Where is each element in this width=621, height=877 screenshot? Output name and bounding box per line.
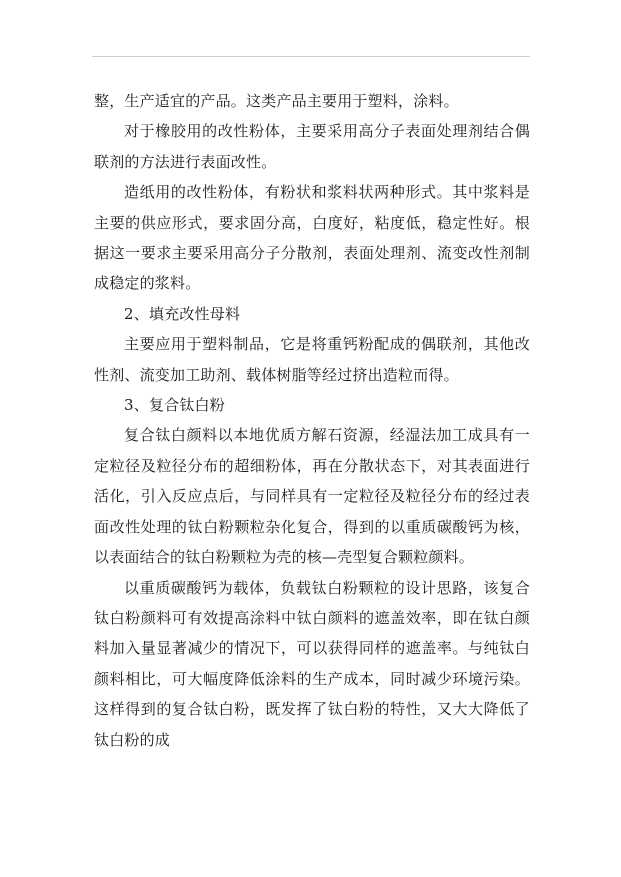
- section-heading-composite-titanium: 3、复合钛白粉: [124, 396, 225, 415]
- section-heading-filler-masterbatch: 2、填充改性母料: [124, 304, 241, 323]
- paragraph-continuation: 整，生产适宜的产品。这类产品主要用于塑料，涂料。: [94, 92, 459, 110]
- document-body: [94, 86, 530, 755]
- paragraph-composite-pigment: 复合钛白颜料以本地优质方解石资源，经湿法加工成具有一定粒径及粒径分布的超细粉体，再在分散状态下，对其表面进行活化，引入反应点后，与同样具有一定粒径及粒径分布的经过表面改性处理的钛白粉颗粒杂化复合，得到的以重质碳酸钙为核，以表面结合的钛白粉颗粒为壳的核—壳型复合颗粒颜料。: [94, 426, 530, 567]
- paragraph-papermaking-powder: 造纸用的改性粉体，有粉状和浆料状两种形式。其中浆料是主要的供应形式，要求固分高，白度好，粘度低，稳定性好。根据这一要求主要采用高分子分散剂，表面处理剂、流变改性剂制成稳定的浆料。: [94, 183, 530, 293]
- paragraph-masterbatch: 主要应用于塑料制品，它是将重钙粉配成的偶联剂，其他改性剂、流变加工助剂、载体树脂等经过挤出造粒而得。: [94, 335, 530, 384]
- paragraph-carrier-design: 以重质碳酸钙为载体，负载钛白粉颗粒的设计思路，该复合钛白粉颜料可有效提高涂料中钛白颜料的遮盖效率，即在钛白颜料加入量显著减少的情况下，可以获得同样的遮盖率。与纯钛白颜料相比，可大幅度降低涂料的生产成本，同时减少环境污染。这样得到的复合钛白粉，既发挥了钛白粉的特性，又大大降低了钛白粉的成: [94, 578, 530, 749]
- paragraph-rubber-powder: 对于橡胶用的改性粉体，主要采用高分子表面处理剂结合偶联剂的方法进行表面改性。: [94, 122, 530, 171]
- header-rule: [92, 56, 530, 57]
